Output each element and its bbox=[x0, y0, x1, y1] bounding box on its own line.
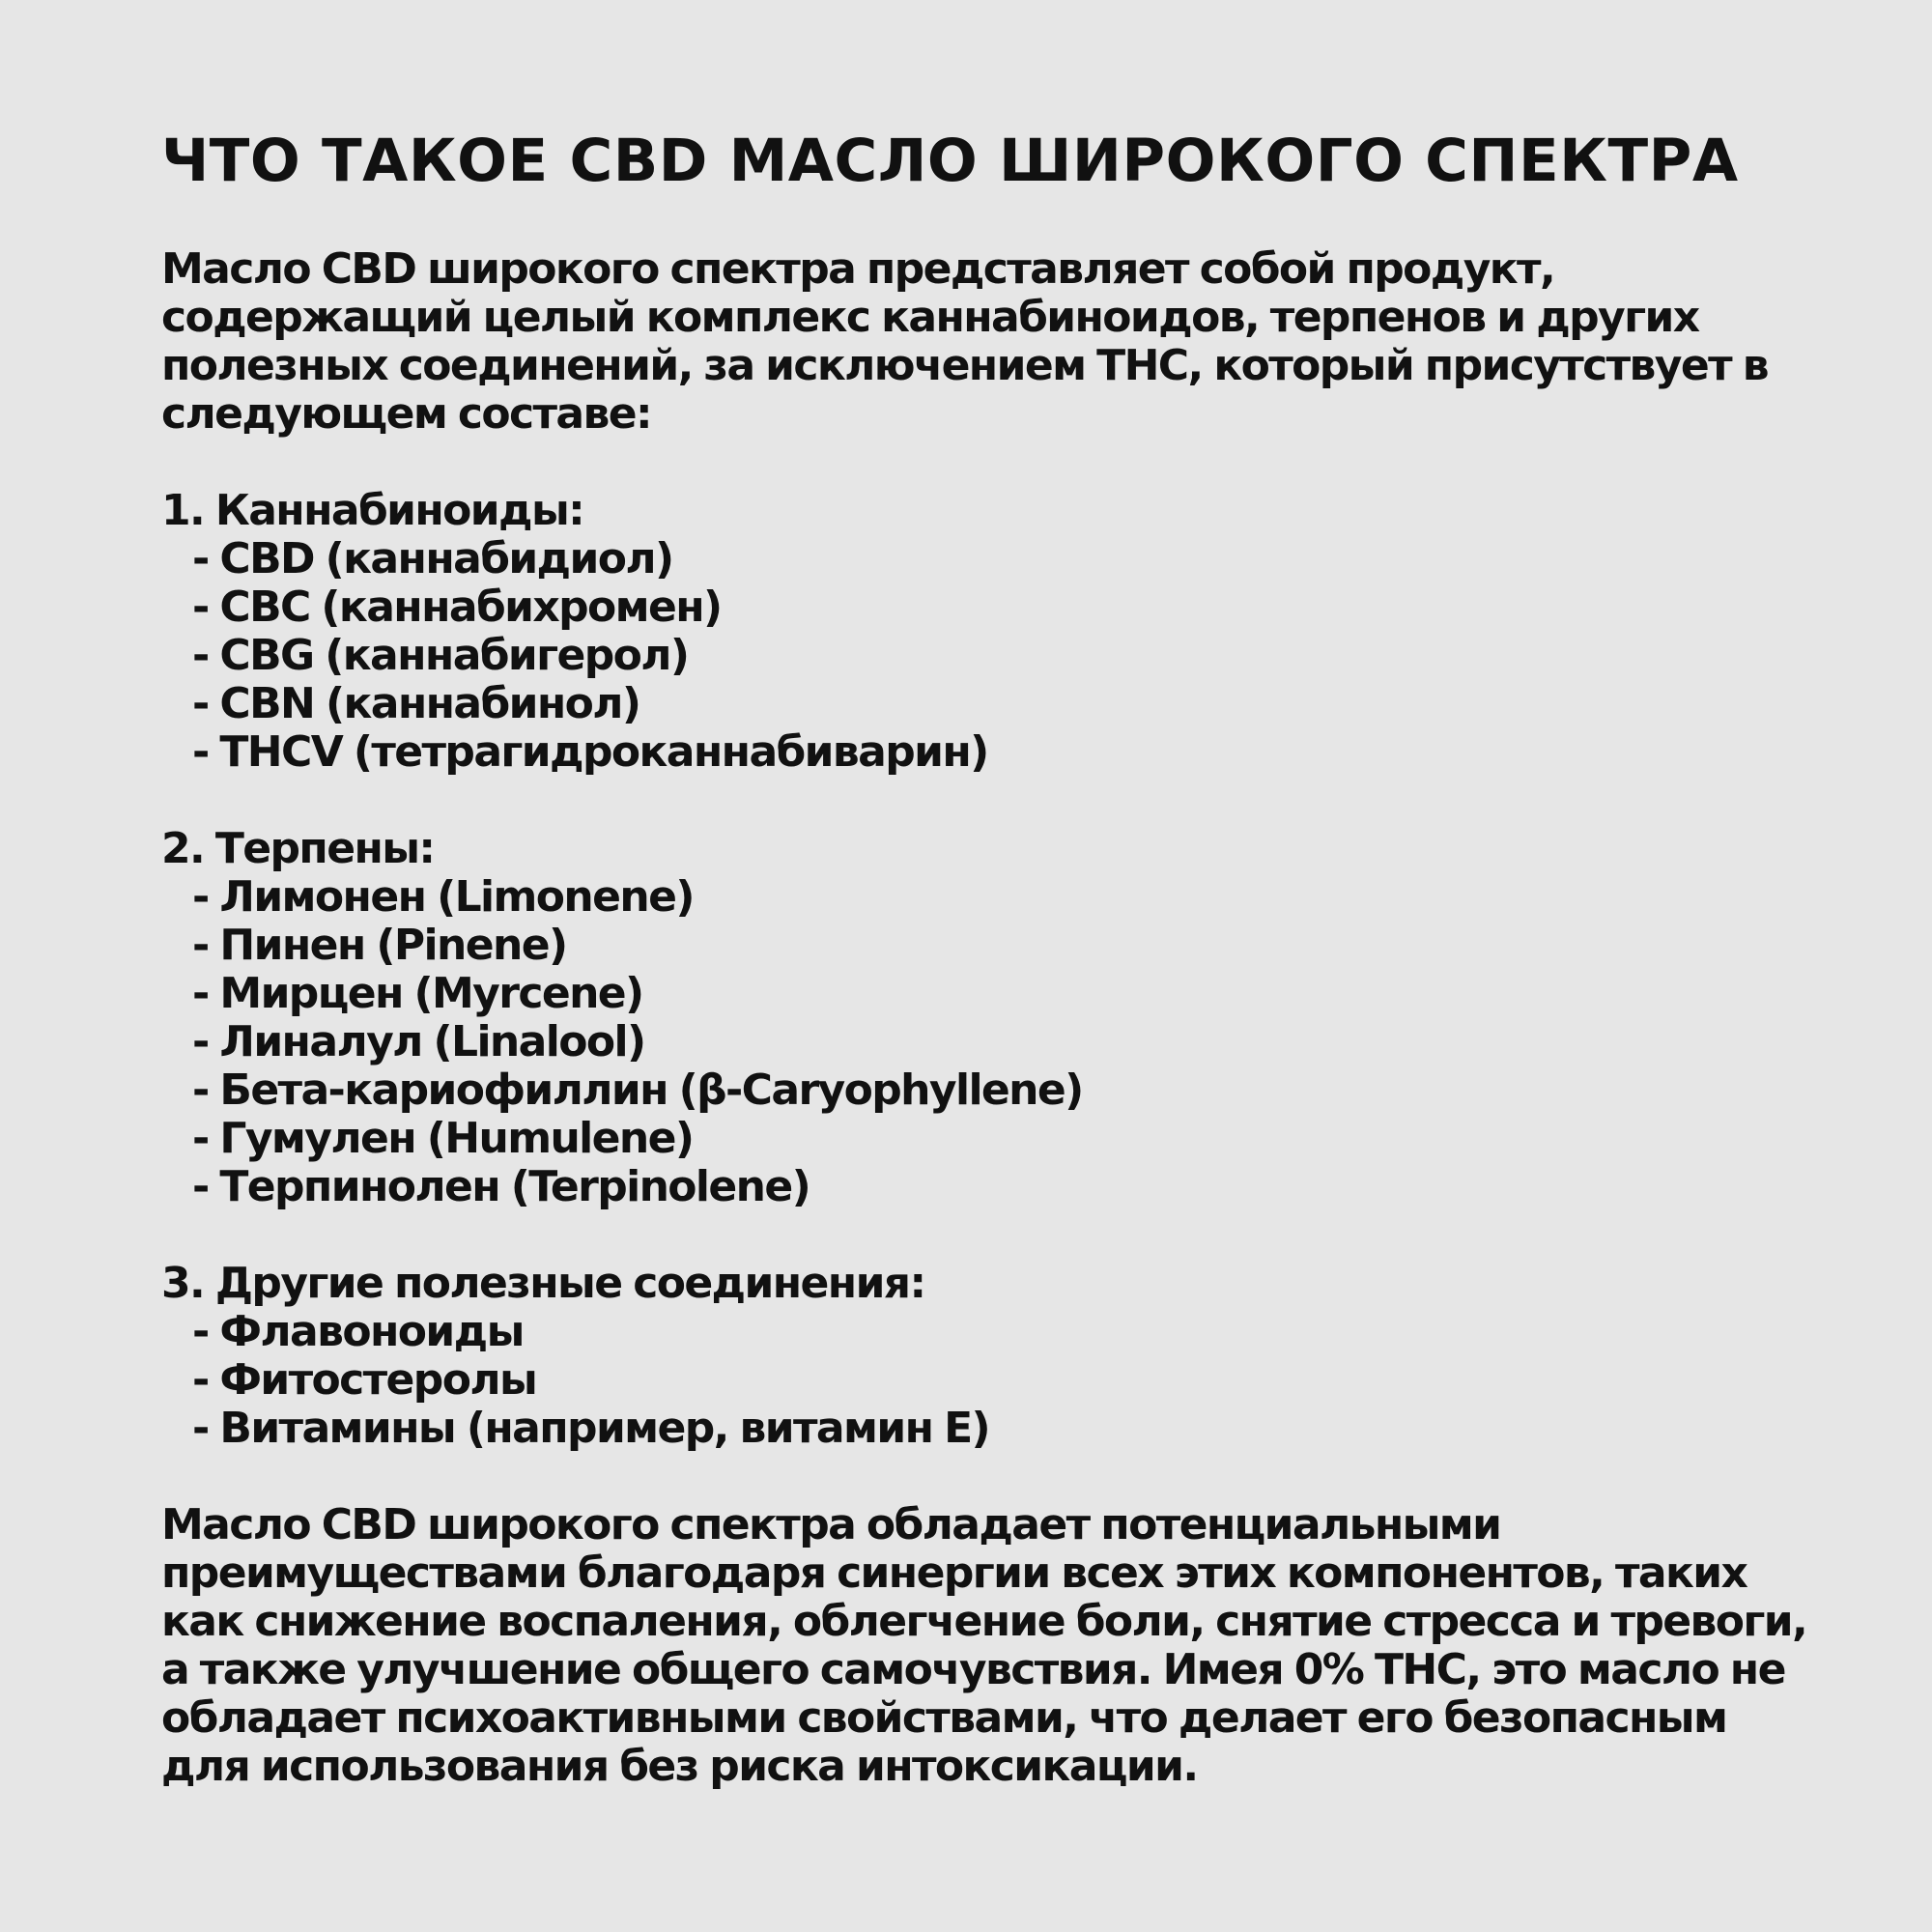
conclusion-paragraph: Масло CBD широкого спектра обладает потенциальными преимуществами благодаря синергии всех этих компонентов, таких как снижение воспаления, облегчение боли, снятие стресса и тревоги, а также улучшение общего самочувствия. Имея 0% THC, это масло не обладает психоактивными свойствами, что делает его безопасным для использования без риска интоксикации. bbox=[161, 1500, 1807, 1791]
section-heading: 2. Терпены: bbox=[161, 824, 435, 873]
list-item: - CBC (каннабихромен) bbox=[192, 582, 722, 632]
document-page bbox=[161, 116, 1823, 1791]
section-other-compounds bbox=[161, 1260, 1823, 1453]
section-terpenes bbox=[161, 825, 1823, 1211]
list-item: - Витамины (например, витамин Е) bbox=[192, 1404, 990, 1453]
list-item: - Бета-кариофиллин (β-Caryophyllene) bbox=[192, 1065, 1083, 1115]
other-compounds-list bbox=[161, 1308, 1823, 1453]
list-item: - CBG (каннабигерол) bbox=[192, 631, 689, 680]
list-item: - Фитостеролы bbox=[192, 1355, 537, 1405]
list-item: - CBN (каннабинол) bbox=[192, 679, 640, 728]
section-heading: 3. Другие полезные соединения: bbox=[161, 1259, 925, 1308]
list-item: - Флавоноиды bbox=[192, 1307, 524, 1356]
list-item: - Лимонен (Limonene) bbox=[192, 872, 694, 922]
list-item: - CBD (каннабидиол) bbox=[192, 534, 673, 583]
cannabinoids-list bbox=[161, 535, 1823, 777]
section-heading: 1. Каннабиноиды: bbox=[161, 486, 584, 535]
list-item: - Терпинолен (Terpinolene) bbox=[192, 1162, 810, 1211]
intro-paragraph: Масло CBD широкого спектра представляет собой продукт, содержащий целый комплекс каннабиноидов, терпенов и других полезных соединений, за исключением THC, который присутствует в следующем составе: bbox=[161, 244, 1768, 439]
section-cannabinoids bbox=[161, 487, 1823, 777]
list-item: - Мирцен (Myrcene) bbox=[192, 969, 643, 1018]
list-item: - Линалул (Linalool) bbox=[192, 1017, 645, 1066]
page-title: ЧТО ТАКОЕ CBD МАСЛО ШИРОКОГО СПЕКТРА bbox=[161, 127, 1739, 195]
list-item: - Гумулен (Humulene) bbox=[192, 1114, 694, 1163]
terpenes-list bbox=[161, 873, 1823, 1211]
list-item: - Пинен (Pinene) bbox=[192, 921, 567, 970]
list-item: - THCV (тетрагидроканнабиварин) bbox=[192, 727, 988, 777]
